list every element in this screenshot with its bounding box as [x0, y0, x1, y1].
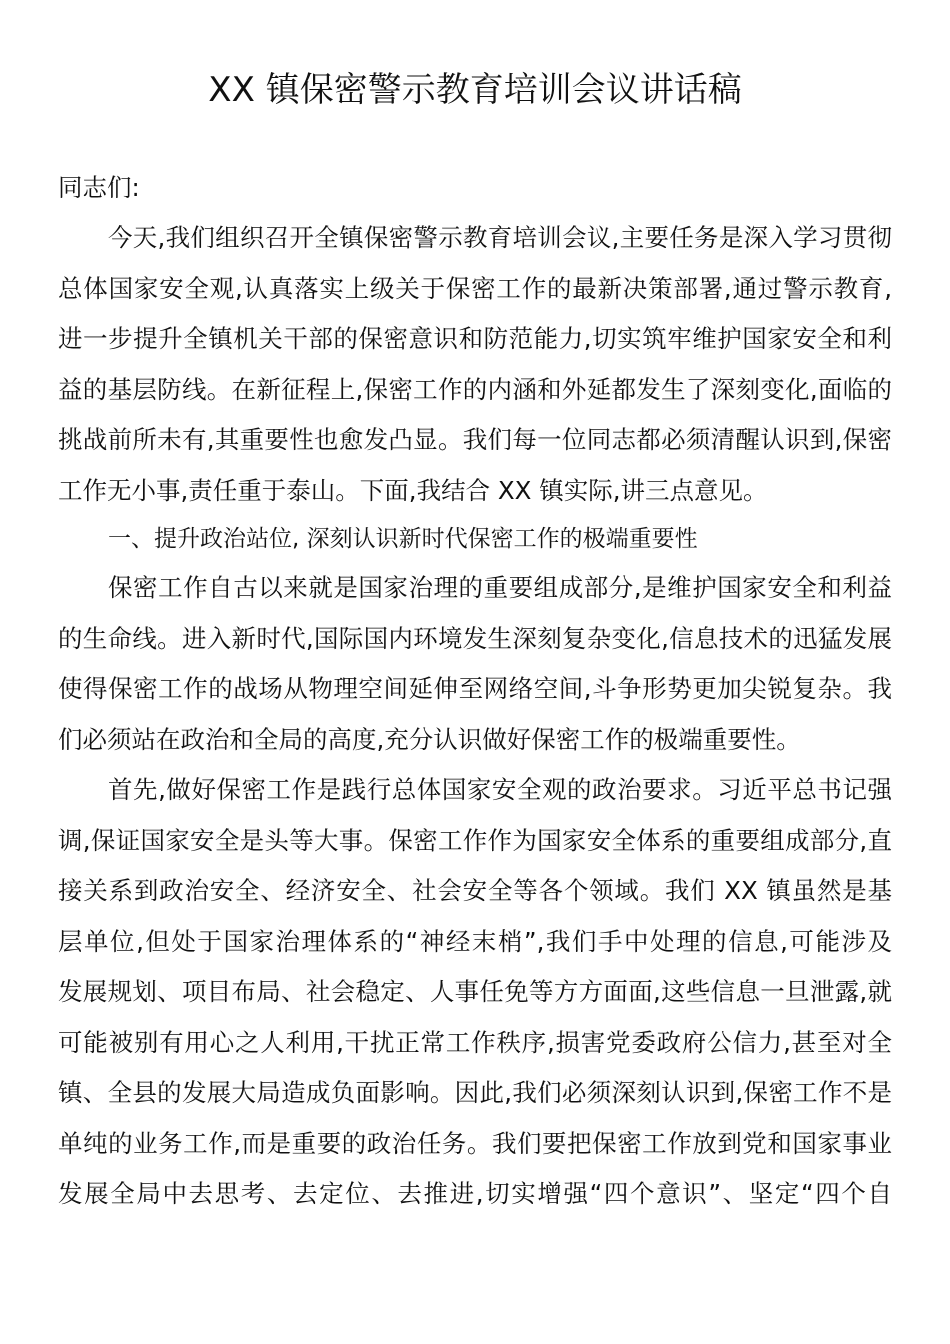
- paragraph-line: 们必须站在政治和全局的高度,充分认识做好保密工作的极端重要性。: [58, 725, 801, 754]
- paragraph-line: 进一步提升全镇机关干部的保密意识和防范能力,切实筑牢维护国家安全和利: [58, 324, 892, 353]
- paragraph-line: 接关系到政治安全、经济安全、社会安全等各个领域。我们 XX 镇虽然是基: [58, 876, 892, 905]
- salutation: 同志们:: [58, 173, 140, 202]
- section-heading: 一、提升政治站位, 深刻认识新时代保密工作的极端重要性: [108, 526, 698, 552]
- paragraph-line: 今天,我们组织召开全镇保密警示教育培训会议,主要任务是深入学习贯彻: [108, 223, 892, 252]
- paragraph-line: 发展规划、项目布局、社会稳定、人事任免等方方面面,这些信息一旦泄露,就: [58, 977, 892, 1006]
- paragraph-line: 首先,做好保密工作是践行总体国家安全观的政治要求。习近平总书记强: [108, 775, 892, 804]
- paragraph-line: 层单位,但处于国家治理体系的“神经末梢”,我们手中处理的信息,可能涉及: [58, 927, 892, 956]
- paragraph-line: 保密工作自古以来就是国家治理的重要组成部分,是维护国家安全和利益: [108, 573, 892, 602]
- paragraph-line: 调,保证国家安全是头等大事。保密工作作为国家安全体系的重要组成部分,直: [58, 826, 892, 855]
- document-title: XX 镇保密警示教育培训会议讲话稿: [208, 70, 742, 110]
- paragraph-line: 可能被别有用心之人利用,干扰正常工作秩序,损害党委政府公信力,甚至对全: [58, 1028, 892, 1057]
- paragraph-line: 的生命线。进入新时代,国际国内环境发生深刻复杂变化,信息技术的迅猛发展: [58, 624, 892, 653]
- paragraph-line: 益的基层防线。在新征程上,保密工作的内涵和外延都发生了深刻变化,面临的: [58, 375, 892, 404]
- paragraph-line: 总体国家安全观,认真落实上级关于保密工作的最新决策部署,通过警示教育,: [58, 274, 892, 303]
- paragraph-line: 发展全局中去思考、去定位、去推进,切实增强“四个意识”、坚定“四个自: [58, 1179, 892, 1208]
- paragraph-line: 工作无小事,责任重于泰山。下面,我结合 XX 镇实际,讲三点意见。: [58, 476, 768, 505]
- paragraph-line: 使得保密工作的战场从物理空间延伸至网络空间,斗争形势更加尖锐复杂。我: [58, 674, 892, 703]
- paragraph-line: 挑战前所未有,其重要性也愈发凸显。我们每一位同志都必须清醒认识到,保密: [58, 425, 892, 454]
- paragraph-line: 镇、全县的发展大局造成负面影响。因此,我们必须深刻认识到,保密工作不是: [58, 1078, 892, 1107]
- paragraph-line: 单纯的业务工作,而是重要的政治任务。我们要把保密工作放到党和国家事业: [58, 1129, 892, 1158]
